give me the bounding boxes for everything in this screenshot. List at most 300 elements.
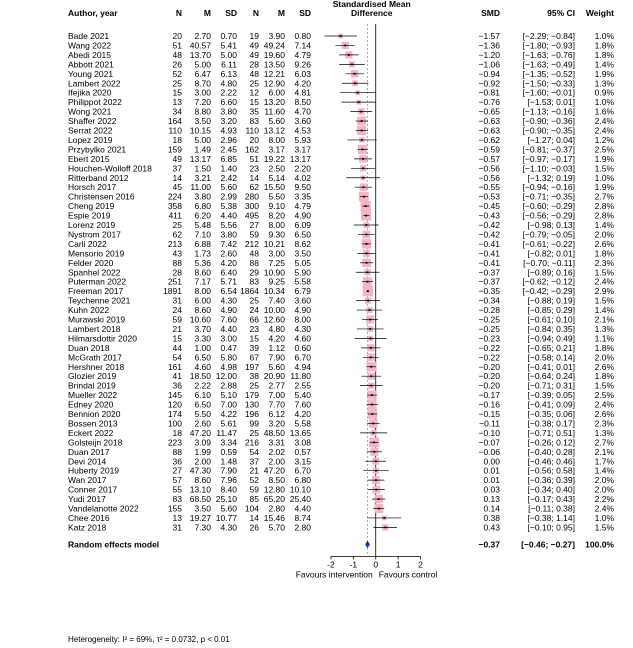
ci-value: [−0.81; −0.37] <box>522 144 575 155</box>
ctl-n: 26 <box>249 522 259 533</box>
smd-value: 0.00 <box>483 456 500 467</box>
exp-mean: 8.60 <box>194 475 211 486</box>
study-name: Mensorio 2019 <box>68 248 125 259</box>
point-estimate <box>372 423 374 425</box>
ctl-sd: 0.60 <box>294 342 311 353</box>
study-name: Ritterband 2012 <box>68 172 129 183</box>
study-name: Murawski 2019 <box>68 314 126 325</box>
exp-mean: 8.60 <box>194 267 211 278</box>
ctl-n: 280 <box>244 191 259 202</box>
ci-value: [−1.10; −0.03] <box>522 163 575 174</box>
smd-value: 0.38 <box>483 512 500 523</box>
study-name: Christensen 2016 <box>68 191 135 202</box>
smd-value: −0.53 <box>478 191 500 202</box>
ctl-mean: 48.50 <box>263 427 285 438</box>
exp-sd: 5.60 <box>220 182 237 193</box>
study-name: Espie 2019 <box>68 210 111 221</box>
ctl-mean: 10.00 <box>263 305 285 316</box>
point-estimate <box>369 319 371 321</box>
ctl-n: 59 <box>249 484 259 495</box>
smd-value: −0.62 <box>478 134 500 145</box>
x-tick-label: 2 <box>418 559 423 570</box>
ctl-sd: 13.65 <box>289 427 311 438</box>
ci-value: [−0.85; 0.29] <box>527 305 575 316</box>
smd-value: 0.43 <box>483 522 500 533</box>
ctl-mean: 3.90 <box>268 31 285 41</box>
point-estimate <box>365 224 367 226</box>
smd-value: −0.63 <box>478 116 500 127</box>
weight-value: 1.9% <box>594 182 614 193</box>
ctl-n: 48 <box>249 68 259 79</box>
ctl-mean: 8.20 <box>268 210 285 221</box>
exp-sd: 1.48 <box>220 456 237 467</box>
weight-value: 2.4% <box>594 503 614 514</box>
exp-n: 26 <box>172 59 182 70</box>
ctl-n: 23 <box>249 163 259 174</box>
point-estimate <box>370 338 372 340</box>
ci-value: [−0.60; −0.29] <box>522 201 575 212</box>
ctl-mean: 5.60 <box>268 361 285 372</box>
weight-value: 2.6% <box>594 238 614 249</box>
ctl-mean: 20.90 <box>263 371 285 382</box>
ctl-mean: 7.90 <box>268 352 285 363</box>
ctl-n: 48 <box>249 248 259 259</box>
weight-value: 1.5% <box>594 522 614 533</box>
exp-mean: 1.49 <box>194 144 211 155</box>
ctl-mean: 3.00 <box>268 248 285 259</box>
exp-n: 18 <box>172 134 182 145</box>
exp-n: 24 <box>172 305 182 316</box>
study-name: Bade 2021 <box>68 31 110 41</box>
exp-sd: 12.00 <box>215 371 237 382</box>
exp-n: 110 <box>168 125 182 136</box>
weight-value: 2.7% <box>594 191 614 202</box>
smd-value: −0.42 <box>478 229 500 240</box>
ctl-sd: 4.79 <box>294 49 311 60</box>
ctl-sd: 2.80 <box>294 522 311 533</box>
header-ctl-n: N <box>252 8 259 18</box>
weight-value: 1.4% <box>594 465 614 476</box>
point-estimate <box>354 73 356 75</box>
exp-mean: 1.50 <box>194 163 211 174</box>
exp-mean: 1.73 <box>194 248 211 259</box>
ctl-mean: 5.60 <box>268 116 285 127</box>
plot-title-line2: Difference <box>350 8 393 18</box>
exp-sd: 0.59 <box>220 446 237 457</box>
point-estimate <box>363 196 365 198</box>
ctl-mean: 65.20 <box>263 494 285 505</box>
ctl-sd: 3.60 <box>294 295 311 306</box>
exp-sd: 5.60 <box>220 503 237 514</box>
ctl-n: 49 <box>249 49 259 60</box>
point-estimate <box>370 347 372 349</box>
exp-mean: 6.50 <box>194 399 211 410</box>
point-estimate <box>360 111 362 113</box>
ctl-n: 59 <box>249 229 259 240</box>
exp-mean: 2.00 <box>194 456 211 467</box>
pooled-diamond <box>365 541 369 548</box>
weight-value: 1.3% <box>594 78 614 89</box>
study-name: Freeman 2017 <box>68 286 124 297</box>
ctl-mean: 11.60 <box>264 106 285 117</box>
ci-value: [−0.61; 0.10] <box>527 314 575 325</box>
exp-mean: 3.50 <box>194 503 211 514</box>
ctl-sd: 4.90 <box>294 305 311 316</box>
exp-sd: 7.96 <box>220 475 237 486</box>
smd-value: −0.22 <box>478 342 500 353</box>
study-name: Duan 2017 <box>68 446 110 457</box>
plot-title-group <box>333 0 411 18</box>
ctl-sd: 3.35 <box>294 191 311 202</box>
ctl-mean: 6.00 <box>268 87 285 98</box>
exp-n: 251 <box>167 276 182 287</box>
exp-sd: 2.60 <box>220 248 237 259</box>
exp-n: 31 <box>172 295 182 306</box>
ctl-n: 25 <box>249 78 259 89</box>
weight-value: 2.3% <box>594 257 614 268</box>
ctl-n: 49 <box>249 40 259 51</box>
smd-value: −0.56 <box>478 163 500 174</box>
point-estimate <box>366 262 368 264</box>
ctl-n: 23 <box>249 323 259 334</box>
ctl-mean: 49.24 <box>263 40 285 51</box>
point-estimate <box>370 356 372 358</box>
ctl-n: 14 <box>249 512 259 523</box>
study-name: Teychenne 2021 <box>68 295 131 306</box>
exp-sd: 4.93 <box>220 125 237 136</box>
point-estimate <box>369 309 371 311</box>
exp-sd: 2.99 <box>220 191 237 202</box>
point-estimate <box>384 527 386 529</box>
ci-value: [−0.98; 0.13] <box>527 220 575 230</box>
study-name: Golsteijn 2018 <box>68 437 123 448</box>
smd-value: −0.25 <box>478 314 500 325</box>
exp-sd: 5.10 <box>220 390 237 401</box>
ctl-mean: 8.00 <box>268 220 285 230</box>
exp-mean: 8.60 <box>194 305 211 316</box>
ci-value: [−0.41; 0.01] <box>527 361 575 372</box>
ctl-n: 54 <box>249 446 259 457</box>
ctl-sd: 2.55 <box>294 380 311 391</box>
study-name: Houchen-Wolloff 2018 <box>68 163 152 174</box>
exp-n: 100 <box>167 418 182 429</box>
exp-sd: 5.80 <box>220 352 237 363</box>
exp-mean: 8.70 <box>194 78 211 89</box>
smd-value: −1.57 <box>478 31 500 41</box>
weight-value: 1.5% <box>594 380 614 391</box>
exp-mean: 2.22 <box>194 380 211 391</box>
ctl-sd: 3.15 <box>294 456 311 467</box>
ctl-sd: 2.20 <box>294 163 311 174</box>
point-estimate <box>376 489 378 491</box>
weight-value: 1.4% <box>594 305 614 316</box>
weight-value: 2.4% <box>594 116 614 127</box>
favours-control-label: Favours control <box>378 569 438 580</box>
ctl-n: 35 <box>249 106 259 117</box>
exp-sd: 0.70 <box>220 31 237 41</box>
exp-mean: 11.00 <box>190 182 211 193</box>
point-estimate <box>378 498 380 500</box>
ctl-sd: 5.58 <box>294 418 311 429</box>
ci-value: [−0.34; 0.40] <box>527 484 575 495</box>
exp-sd: 0.47 <box>220 342 237 353</box>
ci-value: [−0.64; 0.24] <box>527 371 575 382</box>
study-name: Edney 2020 <box>68 399 114 410</box>
point-estimate <box>371 394 373 396</box>
weight-value: 2.8% <box>594 201 614 212</box>
exp-sd: 7.42 <box>220 238 237 249</box>
exp-sd: 6.40 <box>220 267 237 278</box>
smd-value: −0.23 <box>478 333 500 344</box>
ci-value: [−0.71; 0.31] <box>527 380 575 391</box>
point-estimate <box>365 234 367 236</box>
exp-n: 88 <box>172 446 182 457</box>
ctl-mean: 7.25 <box>268 257 285 268</box>
ctl-sd: 5.90 <box>294 267 311 278</box>
exp-mean: 2.60 <box>194 418 211 429</box>
point-estimate <box>373 432 375 434</box>
pooled-weight: 100.0% <box>585 539 614 550</box>
exp-mean: 18.50 <box>189 371 211 382</box>
ctl-mean: 10.34 <box>263 286 285 297</box>
study-name: Carli 2022 <box>68 238 107 249</box>
ci-value: [−0.41; 0.09] <box>527 399 575 410</box>
plot-title-line1: Standardised Mean <box>332 0 411 9</box>
ci-value: [−0.62; −0.12] <box>522 276 575 287</box>
study-name: Wong 2021 <box>68 106 112 117</box>
ci-value: [−0.26; 0.12] <box>527 437 575 448</box>
ctl-n: 27 <box>249 220 259 230</box>
smd-value: −0.11 <box>479 418 500 429</box>
exp-n: 14 <box>172 172 182 183</box>
exp-n: 25 <box>172 78 182 89</box>
ctl-mean: 19.22 <box>263 153 285 164</box>
exp-mean: 19.27 <box>189 512 211 523</box>
ctl-n: 62 <box>249 182 259 193</box>
exp-n: 1891 <box>163 286 182 297</box>
weight-value: 2.6% <box>594 361 614 372</box>
exp-mean: 47.20 <box>189 427 211 438</box>
ci-value: [−0.89; 0.16] <box>527 267 575 278</box>
ctl-n: 19 <box>249 31 259 41</box>
smd-value: −0.43 <box>478 210 500 221</box>
weight-value: 1.6% <box>594 106 614 117</box>
heterogeneity-note: Heterogeneity: I² = 69%, τ² = 0.0732, p < 0.01 <box>68 635 230 644</box>
exp-n: 15 <box>172 333 182 344</box>
smd-value: −0.17 <box>478 390 500 401</box>
point-estimate <box>370 385 372 387</box>
exp-mean: 5.48 <box>194 220 211 230</box>
point-estimate <box>367 281 369 283</box>
study-name: Cheng 2019 <box>68 201 115 212</box>
study-name: Spanhel 2022 <box>68 267 121 278</box>
exp-n: 55 <box>172 484 182 495</box>
ctl-mean: 9.25 <box>268 276 285 287</box>
point-estimate <box>369 328 371 330</box>
exp-sd: 4.40 <box>220 210 237 221</box>
weight-value: 1.5% <box>594 295 614 306</box>
ci-value: [−0.71; 0.51] <box>527 427 575 438</box>
study-name: Devi 2014 <box>68 456 107 467</box>
study-name: Ifejika 2020 <box>68 87 112 98</box>
weight-value: 2.0% <box>594 352 614 363</box>
exp-mean: 10.15 <box>189 125 211 136</box>
weight-value: 2.1% <box>594 446 614 457</box>
exp-n: 15 <box>172 87 182 98</box>
study-name: Bossen 2013 <box>68 418 118 429</box>
ctl-sd: 10.10 <box>289 484 311 495</box>
ctl-sd: 8.62 <box>294 238 311 249</box>
study-rows <box>68 31 614 532</box>
exp-mean: 5.00 <box>194 134 211 145</box>
ci-value: [−0.90; −0.36] <box>522 116 575 127</box>
ctl-sd: 4.70 <box>294 106 311 117</box>
exp-n: 51 <box>172 40 182 51</box>
exp-sd: 4.30 <box>220 522 237 533</box>
ctl-sd: 4.94 <box>294 361 311 372</box>
ctl-mean: 5.50 <box>268 191 285 202</box>
exp-sd: 4.30 <box>220 295 237 306</box>
pooled-ci: [−0.46; −0.27] <box>521 539 575 550</box>
ctl-sd: 6.09 <box>294 220 311 230</box>
ctl-n: 12 <box>249 87 259 98</box>
ctl-sd: 13.17 <box>289 153 311 164</box>
study-name: Huberty 2019 <box>68 465 120 476</box>
smd-value: −0.07 <box>478 437 500 448</box>
exp-mean: 13.17 <box>189 153 211 164</box>
ctl-n: 197 <box>244 361 259 372</box>
ci-value: [−0.46; 0.46] <box>527 456 575 467</box>
header-exp-m: M <box>203 8 211 18</box>
ctl-mean: 2.02 <box>268 446 285 457</box>
study-name: Glozier 2019 <box>68 371 117 382</box>
x-tick-label: -2 <box>327 559 335 570</box>
smd-value: −0.56 <box>478 172 500 183</box>
x-tick-label: 0 <box>373 559 379 570</box>
ci-value: [−1.50; −0.33] <box>522 78 575 89</box>
ctl-mean: 4.80 <box>268 323 285 334</box>
point-estimate <box>366 243 368 245</box>
ctl-n: 85 <box>249 494 259 505</box>
exp-n: 13 <box>172 97 182 108</box>
exp-sd: 11.47 <box>216 427 237 438</box>
ctl-sd: 3.17 <box>294 144 311 155</box>
exp-sd: 6.11 <box>221 59 237 70</box>
ctl-sd: 25.40 <box>289 494 311 505</box>
ctl-n: 21 <box>249 465 259 476</box>
exp-sd: 4.40 <box>220 323 237 334</box>
exp-n: 59 <box>172 314 182 325</box>
ctl-sd: 5.93 <box>294 134 311 145</box>
pooled-label: Random effects model <box>68 539 160 550</box>
smd-value: −1.20 <box>478 49 500 60</box>
smd-value: −0.20 <box>478 371 500 382</box>
ctl-n: 212 <box>244 238 259 249</box>
ctl-sd: 6.03 <box>294 68 311 79</box>
smd-value: −0.35 <box>478 286 500 297</box>
exp-sd: 5.38 <box>220 201 237 212</box>
point-estimate <box>362 158 364 160</box>
study-name: Lambert 2022 <box>68 78 121 89</box>
study-row <box>68 522 614 532</box>
point-estimate <box>358 101 360 103</box>
point-estimate <box>361 130 363 132</box>
weight-value: 1.0% <box>594 172 614 183</box>
exp-mean: 7.20 <box>194 97 211 108</box>
exp-sd: 3.00 <box>220 333 237 344</box>
smd-value: −0.41 <box>478 257 500 268</box>
weight-value: 2.4% <box>594 125 614 136</box>
study-name: Hilmarsdottir 2020 <box>68 333 137 344</box>
ctl-n: 104 <box>244 503 259 514</box>
exp-n: 83 <box>172 494 182 505</box>
smd-value: −0.92 <box>478 78 500 89</box>
exp-n: 25 <box>172 220 182 230</box>
ctl-mean: 10.90 <box>263 267 285 278</box>
smd-value: 0.01 <box>483 465 500 476</box>
point-estimate <box>363 186 365 188</box>
exp-mean: 8.80 <box>194 106 211 117</box>
point-estimate <box>362 149 364 151</box>
ctl-mean: 7.00 <box>268 390 285 401</box>
weight-value: 2.5% <box>594 144 614 155</box>
ctl-mean: 10.21 <box>263 238 285 249</box>
ctl-mean: 8.50 <box>268 475 285 486</box>
exp-sd: 5.71 <box>220 276 237 287</box>
ci-value: [−1.60; −0.01] <box>522 87 575 98</box>
ctl-mean: 15.46 <box>263 512 285 523</box>
smd-value: −0.16 <box>478 399 500 410</box>
ci-value: [−0.56; −0.29] <box>522 210 575 221</box>
exp-n: 52 <box>172 68 182 79</box>
ctl-n: 66 <box>249 314 259 325</box>
point-estimate <box>371 404 373 406</box>
exp-mean: 5.50 <box>194 409 211 419</box>
exp-mean: 13.70 <box>189 49 211 60</box>
exp-mean: 8.00 <box>194 286 211 297</box>
smd-value: −0.63 <box>478 125 500 136</box>
exp-mean: 6.00 <box>194 295 211 306</box>
exp-sd: 6.60 <box>220 97 237 108</box>
weight-value: 1.9% <box>594 68 614 79</box>
ctl-sd: 7.14 <box>294 40 311 51</box>
point-estimate <box>367 300 369 302</box>
exp-mean: 3.21 <box>194 172 211 183</box>
exp-n: 37 <box>172 163 182 174</box>
ctl-mean: 3.31 <box>268 437 285 448</box>
point-estimate <box>367 290 369 292</box>
study-name: Wan 2017 <box>68 475 107 486</box>
study-name: Wang 2022 <box>68 40 112 51</box>
header-ci: 95% CI <box>547 8 575 18</box>
study-name: Przybylko 2021 <box>68 144 127 155</box>
ci-value: [−1.63; −0.76] <box>522 49 575 60</box>
point-estimate <box>375 470 377 472</box>
ctl-n: 24 <box>249 305 259 316</box>
ctl-sd: 4.20 <box>294 409 311 419</box>
ctl-sd: 4.79 <box>294 201 311 212</box>
ctl-sd: 4.40 <box>294 503 311 514</box>
exp-mean: 10.60 <box>189 314 211 325</box>
exp-n: 213 <box>167 238 182 249</box>
ctl-mean: 4.20 <box>268 333 285 344</box>
ci-value: [−1.53; 0.01] <box>527 97 575 108</box>
exp-mean: 6.47 <box>194 68 211 79</box>
ctl-sd: 4.60 <box>294 333 311 344</box>
exp-n: 36 <box>172 456 182 467</box>
exp-mean: 7.17 <box>194 276 211 287</box>
header-exp-n: N <box>175 8 182 18</box>
